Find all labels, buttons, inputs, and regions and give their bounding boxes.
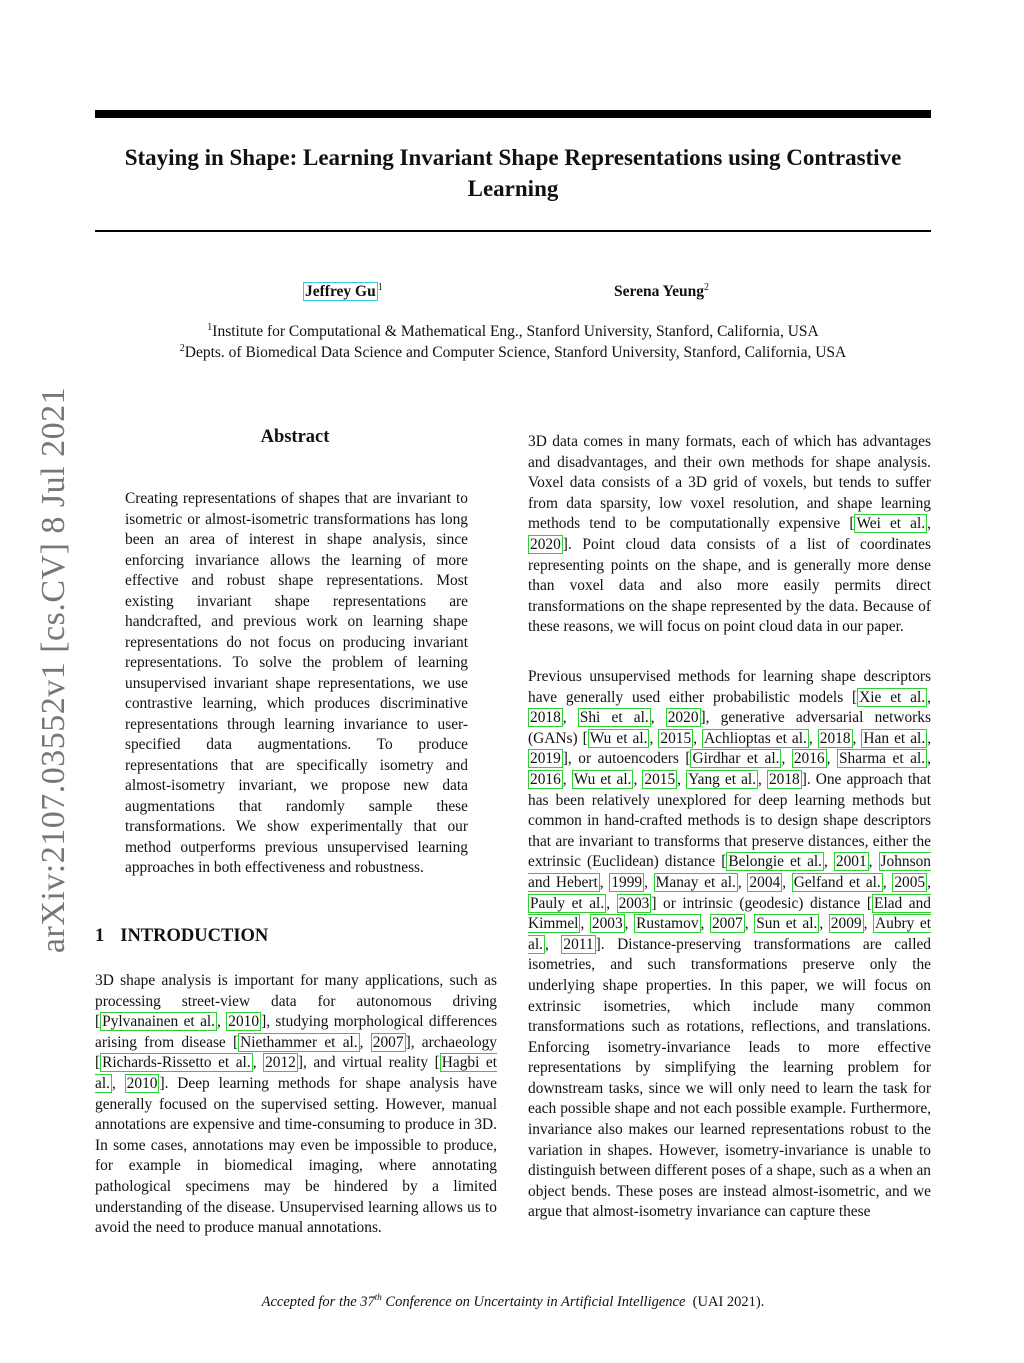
citation-link[interactable]: Shi et al. [579, 709, 649, 727]
citation-link[interactable]: Pauly et al. [530, 894, 605, 912]
author-name: Serena Yeung [614, 283, 704, 301]
citation-link[interactable]: Yang et al. [688, 770, 757, 788]
paragraph-text: 3D data comes in many formats, each of which has advantages and disadvantages, and their own methods for shape analysis. Voxel data consists of a 3D grid of voxels, but tends to suffer from data sparsity, low voxel resolution, and shape learning methods tend to be computationally expensive [ [528, 433, 931, 533]
citation-link[interactable]: Sharma et al. [839, 750, 926, 768]
paragraph-text: ]. Point cloud data consists of a list of coordinates representing points on the shape, and is generally more dense than voxel data and also more easily permits direct transformations on the shape represented by the data. Because of these reasons, we will focus on point cloud data in our paper. [528, 535, 931, 636]
section-number: 1 [95, 926, 105, 946]
citation-year-link[interactable]: 2016 [793, 750, 825, 768]
author-affil-mark: 2 [704, 282, 709, 293]
citation-separator: , [868, 853, 879, 871]
citation-link[interactable]: Richards-Rissetto et al. [102, 1054, 251, 1072]
footer-text: Accepted for the 37 [261, 1293, 375, 1310]
citation-separator: , [808, 729, 818, 747]
citation-year-link[interactable]: 2007 [372, 1033, 404, 1051]
citation-separator: , [649, 729, 659, 747]
citation-separator: , [782, 873, 792, 891]
paragraph-text: Previous unsupervised methods for learning shape descriptors have generally used either probabilistic models [ [528, 668, 931, 706]
citation-link[interactable]: Achlioptas et al. [704, 729, 807, 747]
abstract-heading: Abstract [260, 427, 330, 447]
citation-year-link[interactable]: 2015 [644, 770, 676, 788]
affiliation-1 [95, 322, 931, 341]
citation-link[interactable]: Xie et al. [859, 688, 926, 706]
author-serena-yeung [614, 282, 709, 301]
citation-separator: , [650, 709, 666, 727]
citation-separator: , [852, 729, 862, 747]
citation-link[interactable]: Wu et al. [589, 729, 648, 747]
citation-separator: , [599, 873, 610, 891]
citation-separator: , [111, 1074, 125, 1092]
paragraph-text: ]. One approach that has been relatively unexplored for deep learning methods but common in hand-crafted methods is to design shape descriptors that are invariant to transforms that preserve distances, either the extrinsic (Euclidean) distance [ [528, 770, 931, 871]
citation-separator: , [882, 873, 893, 891]
citation-separator: , [252, 1054, 264, 1072]
citation-year-link[interactable]: 2011 [563, 935, 594, 953]
footer-venue: (UAI 2021). [692, 1293, 765, 1310]
author-link[interactable]: Jeffrey Gu [305, 283, 376, 301]
citation-year-link[interactable]: 1999 [611, 873, 643, 891]
citation-link[interactable]: Niethammer et al. [240, 1033, 358, 1051]
citation-separator: , [562, 770, 572, 788]
citation-separator: , [824, 853, 834, 871]
paper-title: Staying in Shape: Learning Invariant Shape Representations using Contrastive Learning [124, 145, 902, 201]
citation-separator: , [927, 688, 931, 706]
citation-separator: , [580, 915, 590, 933]
citation-link[interactable]: Manay et al. [655, 873, 736, 891]
citation-year-link[interactable]: 2020 [667, 709, 699, 727]
citation-separator: , [927, 729, 932, 747]
citation-year-link[interactable]: 2016 [530, 770, 561, 788]
citation-separator: , [606, 894, 617, 912]
author-affil-mark: 1 [377, 282, 383, 293]
page-footer [95, 1292, 931, 1311]
abstract-text: Creating representations of shapes that are invariant to isometric or almost-isometric transformations has long been an area of interest in shape analysis, since enforcing invariance allows the learning of more effective and robust shape representations. Most existing invariant shape representations are handcrafted, and previous work on learning shape representations do not focus on producing invariant representations. To solve the problem of learning unsupervised invariant shape representations, we use contrastive learning, which produces discriminative representations through learning invariance to user-specified data augmentations. To produce representations that are specifically isometry and almost-isometry invariant, we propose new data augmentations that randomly sample these transformations. We show experimentally that our method outperforms previous unsupervised learning approaches in both effectiveness and robustness. [125, 490, 468, 876]
citation-link[interactable]: Wu et al. [573, 770, 632, 788]
citation-separator: , [927, 873, 931, 891]
citation-link[interactable]: Hagbi et al. [95, 1054, 497, 1092]
paragraph-text: 3D shape analysis is important for many applications, such as processing street-view data for autonomous driving [ [95, 972, 497, 1031]
citation-year-link[interactable]: 2001 [835, 853, 867, 871]
affiliation-mark: 1 [207, 322, 213, 333]
citation-separator: , [744, 915, 755, 933]
citation-separator: , [927, 750, 931, 768]
affiliation-mark: 2 [179, 343, 185, 354]
paragraph-text: ], studying morphological differences arising from disease [ [95, 1013, 498, 1051]
intro-paragraph-3 [528, 667, 931, 1223]
citation-year-link[interactable]: 2009 [830, 915, 862, 933]
citation-link[interactable]: Girdhar et al. [692, 750, 780, 768]
paragraph-text: ]. Deep learning methods for shape analysis have generally focused on the supervised setting. However, manual annotations are expensive and time-consuming to produce in 3D. In some cases, annotations may even be impossible to produce, for example in biomedical imaging, where annotating pathological specimens may be hindered by a limited understanding of the disease. Unsupervised learning allows us to avoid the need to produce manual annotations. [95, 1074, 497, 1237]
author-jeffrey-gu [303, 282, 383, 301]
affiliation-2 [95, 343, 931, 362]
citation-link[interactable]: Sun et al. [756, 915, 818, 933]
citation-link[interactable]: Wei et al. [856, 515, 926, 533]
citation-year-link[interactable]: 2010 [228, 1013, 260, 1031]
citation-year-link[interactable]: 2003 [618, 894, 650, 912]
citation-year-link[interactable]: 2018 [819, 729, 851, 747]
arxiv-identifier: arXiv:2107.03552v1 [cs.CV] 8 Jul 2021 [35, 386, 72, 954]
citation-separator: , [781, 750, 792, 768]
affiliation-text: Institute for Computational & Mathematical Eng., Stanford University, Stanford, California, USA [212, 323, 819, 341]
citation-separator: , [700, 915, 710, 933]
citation-separator: , [544, 935, 562, 953]
footer-superscript: th [374, 1292, 382, 1302]
citation-separator: , [826, 750, 837, 768]
citation-year-link[interactable]: 2018 [768, 770, 800, 788]
citation-separator: , [633, 770, 643, 788]
citation-link[interactable]: Johnson and Hebert [528, 853, 931, 891]
citation-year-link[interactable]: 2007 [711, 915, 743, 933]
citation-year-link[interactable]: 2012 [265, 1054, 296, 1072]
citation-link[interactable]: Han et al. [863, 729, 926, 747]
citation-year-link[interactable]: 2020 [530, 535, 561, 553]
citation-separator: , [624, 915, 635, 933]
paragraph-text: ], and virtual reality [ [297, 1054, 440, 1072]
paragraph-text: ], generative adversarial networks (GANs) [ [528, 709, 931, 747]
citation-separator: , [737, 873, 748, 891]
footer-text: Conference on Uncertainty in Artificial Intelligence [381, 1293, 686, 1310]
citation-year-link[interactable]: 2004 [749, 873, 781, 891]
title-top-rule [95, 110, 931, 118]
citation-year-link[interactable]: 2010 [126, 1074, 158, 1092]
paragraph-text: ]. Distance-preserving transformations are called isometries, and such transformations preserve only the underlying shape properties. In this paper, we will focus on extrinsic isometries, which include many common transformations such as rotations, reflections, and translations. Enforcing isometry-invariance leads to more effective representations by simplifying the learning problem for downstream tasks, since we will only need to learn the task for each possible shape and not each possible example. Furthermore, invariance also makes our learned representations robust to the variation in shapes. However, isometry-invariance is unable to distinguish between different poses of a shape, such as a when an object bends. These poses are instead almost-isometric, and we argue that almost-isometry invariance can capture these [528, 935, 931, 1221]
citation-separator: , [217, 1013, 227, 1031]
citation-link[interactable]: Gelfand et al. [793, 873, 881, 891]
citation-year-link[interactable]: 2005 [894, 873, 926, 891]
paragraph-text: ] or intrinsic (geodesic) distance [ [651, 894, 873, 912]
citation-link[interactable]: Elad and Kimmel [528, 894, 932, 933]
citation-separator: , [562, 709, 578, 727]
citation-separator: , [359, 1033, 371, 1051]
citation-year-link[interactable]: 2019 [530, 750, 561, 768]
section-heading-introduction [95, 926, 268, 947]
title-bottom-rule [95, 230, 931, 232]
intro-paragraph-1 [95, 971, 497, 1239]
citation-year-link[interactable]: 2003 [591, 915, 623, 933]
citation-separator: , [644, 873, 654, 891]
section-title: INTRODUCTION [120, 926, 269, 946]
citation-separator: , [693, 729, 703, 747]
citation-separator: , [677, 770, 687, 788]
intro-paragraph-2 [528, 432, 931, 638]
citation-separator: , [863, 915, 874, 933]
citation-link[interactable]: Belongie et al. [728, 853, 823, 871]
citation-link[interactable]: Aubry et al. [528, 915, 932, 953]
citation-separator: , [819, 915, 829, 933]
affiliation-text: Depts. of Biomedical Data Science and Computer Science, Stanford University, Stanford, California, USA [184, 344, 847, 362]
citation-separator: , [927, 515, 931, 533]
citation-year-link[interactable]: 2018 [530, 709, 561, 727]
citation-separator: , [758, 770, 767, 788]
citation-year-link[interactable]: 2015 [660, 729, 692, 747]
paragraph-text: ], or autoencoders [ [562, 750, 691, 768]
citation-link[interactable]: Pylvanainen et al. [102, 1013, 216, 1031]
citation-link[interactable]: Rustamov [636, 915, 699, 933]
paragraph-text: ], archaeology [ [95, 1033, 497, 1072]
